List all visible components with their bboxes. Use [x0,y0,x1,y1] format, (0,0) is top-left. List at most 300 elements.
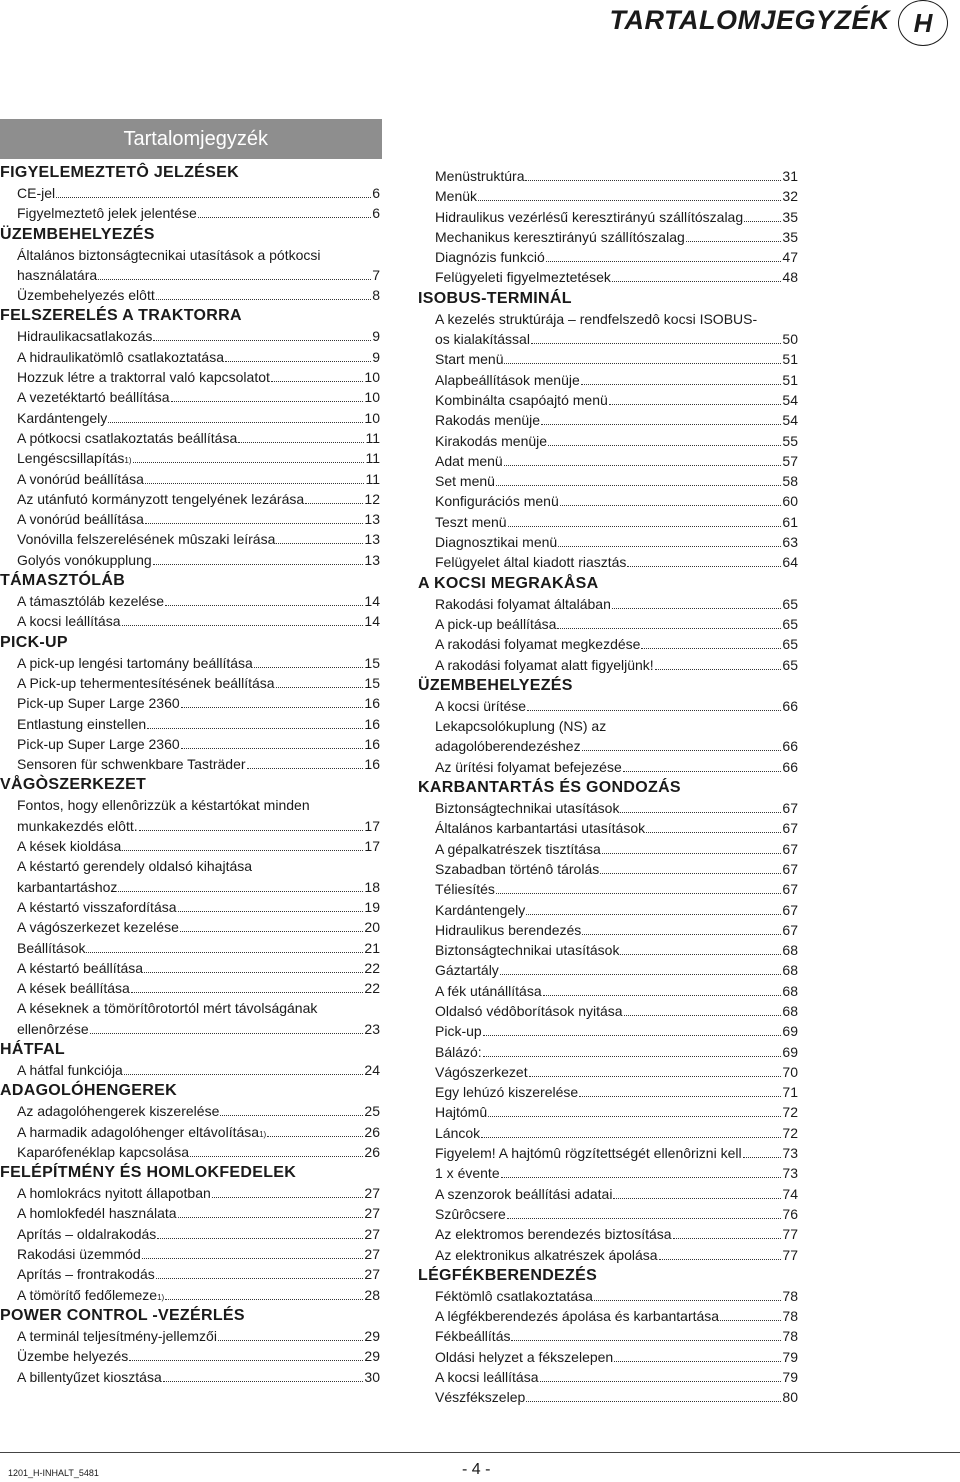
toc-page-number: 61 [782,513,798,530]
toc-page-number: 50 [782,331,798,348]
toc-entry-title: A billentyűzet kiosztása [17,1368,162,1385]
toc-footnote-marker: 1) [124,456,132,466]
toc-dot-leader [609,404,782,405]
toc-section-heading: HÁTFAL [0,1040,65,1058]
toc-entry[interactable] [418,1102,798,1122]
toc-dot-leader [478,200,781,201]
toc-entry[interactable] [0,938,380,958]
toc-entry[interactable] [0,1326,380,1346]
toc-entry[interactable] [0,1203,380,1223]
toc-dot-leader [118,891,363,892]
toc-entry-title: ellenôrzése [17,1020,89,1037]
toc-banner-title: Tartalomjegyzék [123,127,268,150]
toc-page-number: 20 [364,919,380,936]
toc-entry[interactable] [418,614,798,634]
toc-entry[interactable] [0,591,380,611]
toc-entry-title: A homlokfedél használata [17,1205,177,1222]
toc-page-number: 66 [782,738,798,755]
toc-entry-title: Felügyeleti figyelmeztetések [435,269,611,286]
toc-entry[interactable] [0,529,380,549]
toc-section-heading: ADAGOLÓHENGEREK [0,1082,177,1100]
toc-entry-title: Üzembe helyezés [17,1348,129,1365]
toc-entry[interactable] [418,655,798,675]
toc-entry-title: Hidraulikus berendezés [435,921,582,938]
toc-entry[interactable] [0,673,380,693]
toc-entry[interactable] [418,900,798,920]
toc-entry[interactable] [418,410,798,430]
toc-page-number: 69 [782,1023,798,1040]
toc-entry[interactable] [418,757,798,777]
toc-entry-title: Az utánfutó kormányzott tengelyének lezárása [17,490,305,507]
toc-page-number: 13 [364,531,380,548]
toc-dot-leader [600,873,781,874]
toc-entry-title: Felügyelet által kiadott riasztás [435,554,627,571]
toc-entry[interactable] [418,532,798,552]
toc-dot-leader [504,465,782,466]
toc-dot-leader [541,424,781,425]
toc-entry[interactable] [418,1163,798,1183]
toc-dot-leader [743,1157,782,1158]
toc-dot-leader [267,1136,363,1137]
toc-entry-title: Kaparófenéklap kapcsolása [17,1143,190,1160]
toc-page-number: 16 [364,735,380,752]
toc-dot-leader [526,914,781,915]
toc-entry-title: Biztonságtechnikai utasítások [435,800,620,817]
toc-page-number: 32 [782,188,798,205]
toc-entry-title: Láncok [435,1124,481,1141]
toc-dot-leader [673,1238,782,1239]
toc-dot-leader [646,832,781,833]
toc-entry-title: A rakodási folyamat megkezdése [435,636,641,653]
toc-section-heading: VÅGÒSZERKEZET [0,776,147,794]
toc-page-number: 48 [782,269,798,286]
toc-page-number: 17 [364,838,380,855]
toc-entry[interactable] [418,634,798,654]
toc-entry[interactable] [0,1264,380,1284]
toc-dot-leader [613,1198,781,1199]
toc-entry-title: Beállítások [17,939,86,956]
toc-page-number: 11 [365,450,380,467]
toc-entry[interactable] [0,408,380,428]
toc-dot-leader [131,992,364,993]
toc-section-heading: PICK-UP [0,633,68,651]
toc-entry[interactable] [0,714,380,734]
toc-entry-title: A kocsi leállítása [435,1369,539,1386]
toc-dot-leader [546,261,782,262]
toc-entry-title: A harmadik adagolóhenger eltávolítása [17,1123,260,1140]
toc-dot-leader [181,748,364,749]
toc-dot-leader [560,505,782,506]
toc-entry[interactable] [418,981,798,1001]
toc-page-number: 80 [782,1389,798,1406]
toc-entry[interactable] [0,183,380,203]
toc-entry-title: Általános karbantartási utasítások [435,820,646,837]
toc-entry[interactable] [418,1082,798,1102]
toc-dot-leader [659,1259,782,1260]
toc-dot-leader [98,279,371,280]
toc-dot-leader [145,523,364,524]
toc-page-number: 78 [782,1308,798,1325]
toc-entry[interactable] [0,489,380,509]
footer-doc-code: 1201_H-INHALT_5481 [8,1468,99,1478]
toc-page-number: 60 [782,493,798,510]
toc-dot-leader [56,197,371,198]
toc-entry[interactable] [0,509,380,529]
toc-entry-title: munkakezdés elôtt. [17,817,138,834]
toc-section-heading: ISOBUS-TERMINÁL [418,289,572,307]
toc-entry[interactable] [418,471,798,491]
toc-entry[interactable] [418,349,798,369]
toc-entry[interactable] [418,1042,798,1062]
toc-entry-text-line: Fontos, hogy ellenôrizzük a késtartókat minden [17,797,310,814]
toc-entry[interactable] [0,978,380,998]
toc-section-heading: KARBANTARTÁS ÉS GONDOZÁS [418,779,681,797]
toc-dot-leader [220,1115,363,1116]
toc-entry[interactable] [418,1387,798,1407]
toc-page-number: 55 [782,432,798,449]
toc-entry[interactable] [0,347,380,367]
toc-entry[interactable] [418,859,798,879]
toc-entry[interactable] [0,1142,380,1162]
toc-entry[interactable] [418,491,798,511]
toc-entry[interactable] [418,1204,798,1224]
toc-dot-leader [686,241,782,242]
toc-entry[interactable] [0,897,380,917]
toc-page-number: 79 [782,1369,798,1386]
toc-dot-leader [181,707,364,708]
toc-dot-leader [641,648,781,649]
toc-entry[interactable] [418,696,798,716]
toc-entry-title: Egy lehúzó kiszerelése [435,1084,579,1101]
toc-page-number: 54 [782,412,798,429]
toc-dot-leader [543,995,782,996]
toc-entry[interactable] [418,1286,798,1306]
toc-entry[interactable] [418,818,798,838]
toc-dot-leader [624,1015,782,1016]
toc-page-number: 27 [364,1266,380,1283]
toc-page-number: 16 [364,756,380,773]
toc-dot-leader [238,442,364,443]
toc-dot-leader [139,830,364,831]
toc-entry[interactable] [0,1367,380,1387]
toc-page-number: 27 [364,1185,380,1202]
toc-entry[interactable] [0,611,380,631]
toc-entry-title: Bálázó: [435,1043,482,1060]
toc-page-number: 54 [782,391,798,408]
toc-entry[interactable] [418,1001,798,1021]
toc-page-number: 65 [782,595,798,612]
toc-entry[interactable] [418,1224,798,1244]
toc-section-heading: POWER CONTROL -VEZÉRLÉS [0,1306,245,1324]
toc-entry[interactable] [0,265,380,285]
toc-entry[interactable] [0,877,380,897]
toc-page-number: 67 [782,901,798,918]
toc-dot-leader [180,931,364,932]
toc-entry-title: A pick-up beállítása [435,615,557,632]
toc-entry[interactable] [418,879,798,899]
toc-page-number: 78 [782,1328,798,1345]
toc-page-number: 68 [782,942,798,959]
toc-entry[interactable] [418,798,798,818]
toc-entry[interactable] [0,1060,380,1080]
toc-entry-title: Üzembehelyezés elôtt [17,287,155,304]
toc-entry-text-line: A késtartó gerendely oldalsó kihajtása [17,858,253,875]
toc-dot-leader [305,503,363,504]
toc-page-number: 77 [782,1226,798,1243]
toc-entry[interactable] [418,166,798,186]
toc-page-number: 67 [782,820,798,837]
toc-entry[interactable] [418,1306,798,1326]
toc-entry[interactable] [418,186,798,206]
toc-dot-leader [483,1035,782,1036]
toc-entry[interactable] [0,1244,380,1264]
toc-page-number: 10 [364,409,380,426]
toc-entry-title: Set menü [435,473,495,490]
toc-page-number: 9 [372,328,380,345]
toc-entry-title: Oldási helyzet a fékszelepen [435,1348,614,1365]
toc-dot-leader [504,363,781,364]
toc-page-number: 66 [782,697,798,714]
toc-entry[interactable] [0,387,380,407]
header-title: TARTALOMJEGYZÉK [609,5,890,35]
toc-dot-leader [156,1278,364,1279]
toc-entry-text-line: A késeknek a tömörítôrotortól mért távolságának [17,1000,318,1017]
toc-entry[interactable] [418,329,798,349]
toc-footnote-marker: 1) [259,1129,267,1139]
toc-dot-leader [153,340,371,341]
toc-entry[interactable] [0,1285,380,1305]
toc-page-number: 73 [782,1145,798,1162]
toc-page-number: 18 [364,878,380,895]
toc-entry[interactable] [418,1021,798,1041]
toc-dot-leader [178,1217,364,1218]
toc-entry[interactable] [418,431,798,451]
toc-entry[interactable] [418,1062,798,1082]
toc-entry-title: Menüstruktúra [435,168,525,184]
toc-entry-title: használatára [17,266,98,283]
toc-entry-title: Vonóvilla felszerelésének mûszaki leírása [17,531,276,548]
toc-entry[interactable] [0,917,380,937]
toc-entry-title: Hozzuk létre a traktorral való kapcsolatot [17,369,270,386]
toc-entry-title: A vezetéktartó beállítása [17,389,170,406]
toc-column-left [0,162,380,1387]
toc-dot-leader [720,1320,781,1321]
toc-entry[interactable] [0,1101,380,1121]
footer-rule [0,1452,960,1453]
toc-entry[interactable] [418,1347,798,1367]
toc-dot-leader [525,180,781,181]
toc-entry-title: Mechanikus keresztirányú szállítószalag [435,228,685,245]
toc-entry[interactable] [0,693,380,713]
toc-entry[interactable] [0,836,380,856]
toc-entry[interactable] [418,1367,798,1387]
toc-dot-leader [579,1096,781,1097]
toc-entry-title: 1 x évente [435,1165,500,1182]
toc-entry[interactable] [0,428,380,448]
toc-section-heading: TÁMASZTÓLÁB [0,572,126,590]
toc-entry[interactable] [0,734,380,754]
toc-entry[interactable] [418,1123,798,1143]
toc-page-number: 64 [782,554,798,571]
toc-page-number: 15 [364,654,380,671]
toc-dot-leader [142,1258,364,1259]
toc-dot-leader [557,628,781,629]
toc-dot-leader [496,893,782,894]
toc-dot-leader [122,625,364,626]
toc-page-number: 69 [782,1043,798,1060]
toc-dot-leader [276,687,364,688]
toc-entry-title: Az elektronikus alkatrészek ápolása [435,1246,658,1263]
toc-dot-leader [581,384,782,385]
toc-page-number: 65 [782,656,798,673]
toc-entry-title: Diagnosztikai menü [435,534,558,551]
footer-page-number: - 4 - [462,1461,491,1478]
toc-entry[interactable] [0,816,380,836]
toc-page-number: 77 [782,1246,798,1263]
toc-dot-leader [157,1238,363,1239]
toc-page-number: 14 [364,613,380,630]
toc-entry[interactable] [0,1183,380,1203]
toc-page-number: 67 [782,881,798,898]
toc-dot-leader [623,771,782,772]
toc-entry[interactable] [418,390,798,410]
toc-dot-leader [124,1074,364,1075]
toc-entry[interactable] [0,754,380,774]
toc-entry[interactable] [418,594,798,614]
toc-page-number: 67 [782,860,798,877]
toc-section-heading: FIGYELEMEZTETÔ JELZÉSEK [0,164,239,181]
toc-dot-leader [582,750,782,751]
toc-dot-leader [620,954,781,955]
toc-entry[interactable] [418,267,798,287]
toc-dot-leader [145,483,365,484]
toc-entry[interactable] [0,550,380,570]
toc-entry[interactable] [418,1143,798,1163]
toc-page-number: 14 [364,593,380,610]
toc-entry[interactable] [418,227,798,247]
toc-entry[interactable] [418,1245,798,1265]
toc-entry[interactable] [418,940,798,960]
toc-section-heading: ÜZEMBEHELYEZÉS [0,225,155,243]
toc-entry[interactable] [0,326,380,346]
toc-entry-title: Aprítás – oldalrakodás [17,1225,157,1242]
toc-page-number: 79 [782,1348,798,1365]
toc-page-number: 11 [365,470,380,487]
toc-page-number: 27 [364,1225,380,1242]
toc-entry-title: Vágószerkezet [435,1063,528,1080]
toc-entry[interactable] [418,960,798,980]
toc-entry[interactable] [418,920,798,940]
toc-entry-title: karbantartáshoz [17,878,118,895]
toc-page-number: 7 [372,266,380,283]
toc-page-number: 26 [364,1123,380,1140]
toc-entry[interactable] [0,1346,380,1366]
toc-page-number: 6 [372,185,380,201]
toc-dot-leader [147,728,363,729]
toc-entry-title: A légfékberendezés ápolása és karbantartása [435,1308,720,1325]
toc-entry-title: Oldalsó védôborítások nyitása [435,1002,623,1019]
toc-entry-title: Az adagolóhengerek kiszerelése [17,1103,220,1120]
toc-dot-leader [86,952,363,953]
toc-footnote-marker: 1) [157,1292,165,1302]
toc-entry-title: Fékbeállítás [435,1328,511,1345]
toc-dot-leader [548,445,781,446]
toc-entry[interactable] [0,367,380,387]
toc-dot-leader [153,564,364,565]
toc-entry-title: Rakodás menüje [435,412,541,429]
toc-dot-leader [558,546,781,547]
toc-entry-title: os kialakítással [435,331,530,348]
toc-entry[interactable] [418,736,798,756]
toc-entry-title: Start menü [435,351,504,368]
toc-entry[interactable] [418,207,798,227]
toc-entry[interactable] [0,1224,380,1244]
toc-page-number: 70 [782,1063,798,1080]
toc-entry-title: Kardántengely [435,901,526,918]
toc-dot-leader [627,566,781,567]
toc-page-number: 67 [782,921,798,938]
toc-page-number: 22 [364,959,380,976]
toc-page-number: 57 [782,452,798,469]
toc-dot-leader [190,1156,363,1157]
toc-dot-leader [511,1340,781,1341]
toc-dot-leader [129,1360,363,1361]
toc-entry-title: Entlastung einstellen [17,715,147,732]
toc-page-number: 73 [782,1165,798,1182]
toc-entry[interactable] [418,370,798,390]
toc-entry-title: Sensoren für schwenkbare Tasträder [17,756,246,773]
toc-page-number: 23 [364,1020,380,1037]
toc-entry[interactable] [418,552,798,572]
toc-entry-title: Aprítás – frontrakodás [17,1266,155,1283]
toc-entry[interactable] [0,653,380,673]
toc-entry-title: A támasztóláb kezelése [17,593,165,610]
toc-entry-title: Szûrôcsere [435,1205,506,1222]
toc-entry-text-line: Lekapcsolókuplung (NS) az [435,718,607,735]
toc-entry[interactable] [418,512,798,532]
toc-section-heading: ÜZEMBEHELYEZÉS [418,676,573,694]
toc-dot-leader [276,543,363,544]
toc-entry[interactable] [418,1184,798,1204]
toc-dot-leader [488,1116,781,1117]
toc-entry-title: A kocsi leállítása [17,613,121,630]
toc-entry[interactable] [0,1122,380,1142]
toc-entry[interactable] [418,1326,798,1346]
toc-entry[interactable] [0,958,380,978]
toc-dot-leader [612,608,782,609]
toc-page-number: 10 [364,389,380,406]
toc-dot-leader [165,1299,363,1300]
toc-entry[interactable] [0,1019,380,1039]
toc-page-number: 67 [782,840,798,857]
toc-page-number: 21 [364,939,380,956]
toc-entry-title: A hidraulikatömlô csatlakoztatása [17,348,224,365]
toc-dot-leader [271,381,364,382]
toc-entry[interactable] [418,839,798,859]
language-badge: H [898,0,948,46]
toc-page-number: 66 [782,758,798,775]
toc-dot-leader [144,972,363,973]
toc-entry[interactable] [0,203,380,223]
toc-dot-leader [526,1401,781,1402]
toc-entry[interactable] [418,247,798,267]
toc-entry-title: Biztonságtechnikai utasítások [435,942,620,959]
toc-entry[interactable] [418,451,798,471]
toc-entry[interactable] [0,469,380,489]
toc-dot-leader [614,1361,781,1362]
toc-entry[interactable] [0,448,380,468]
toc-entry[interactable] [0,285,380,305]
